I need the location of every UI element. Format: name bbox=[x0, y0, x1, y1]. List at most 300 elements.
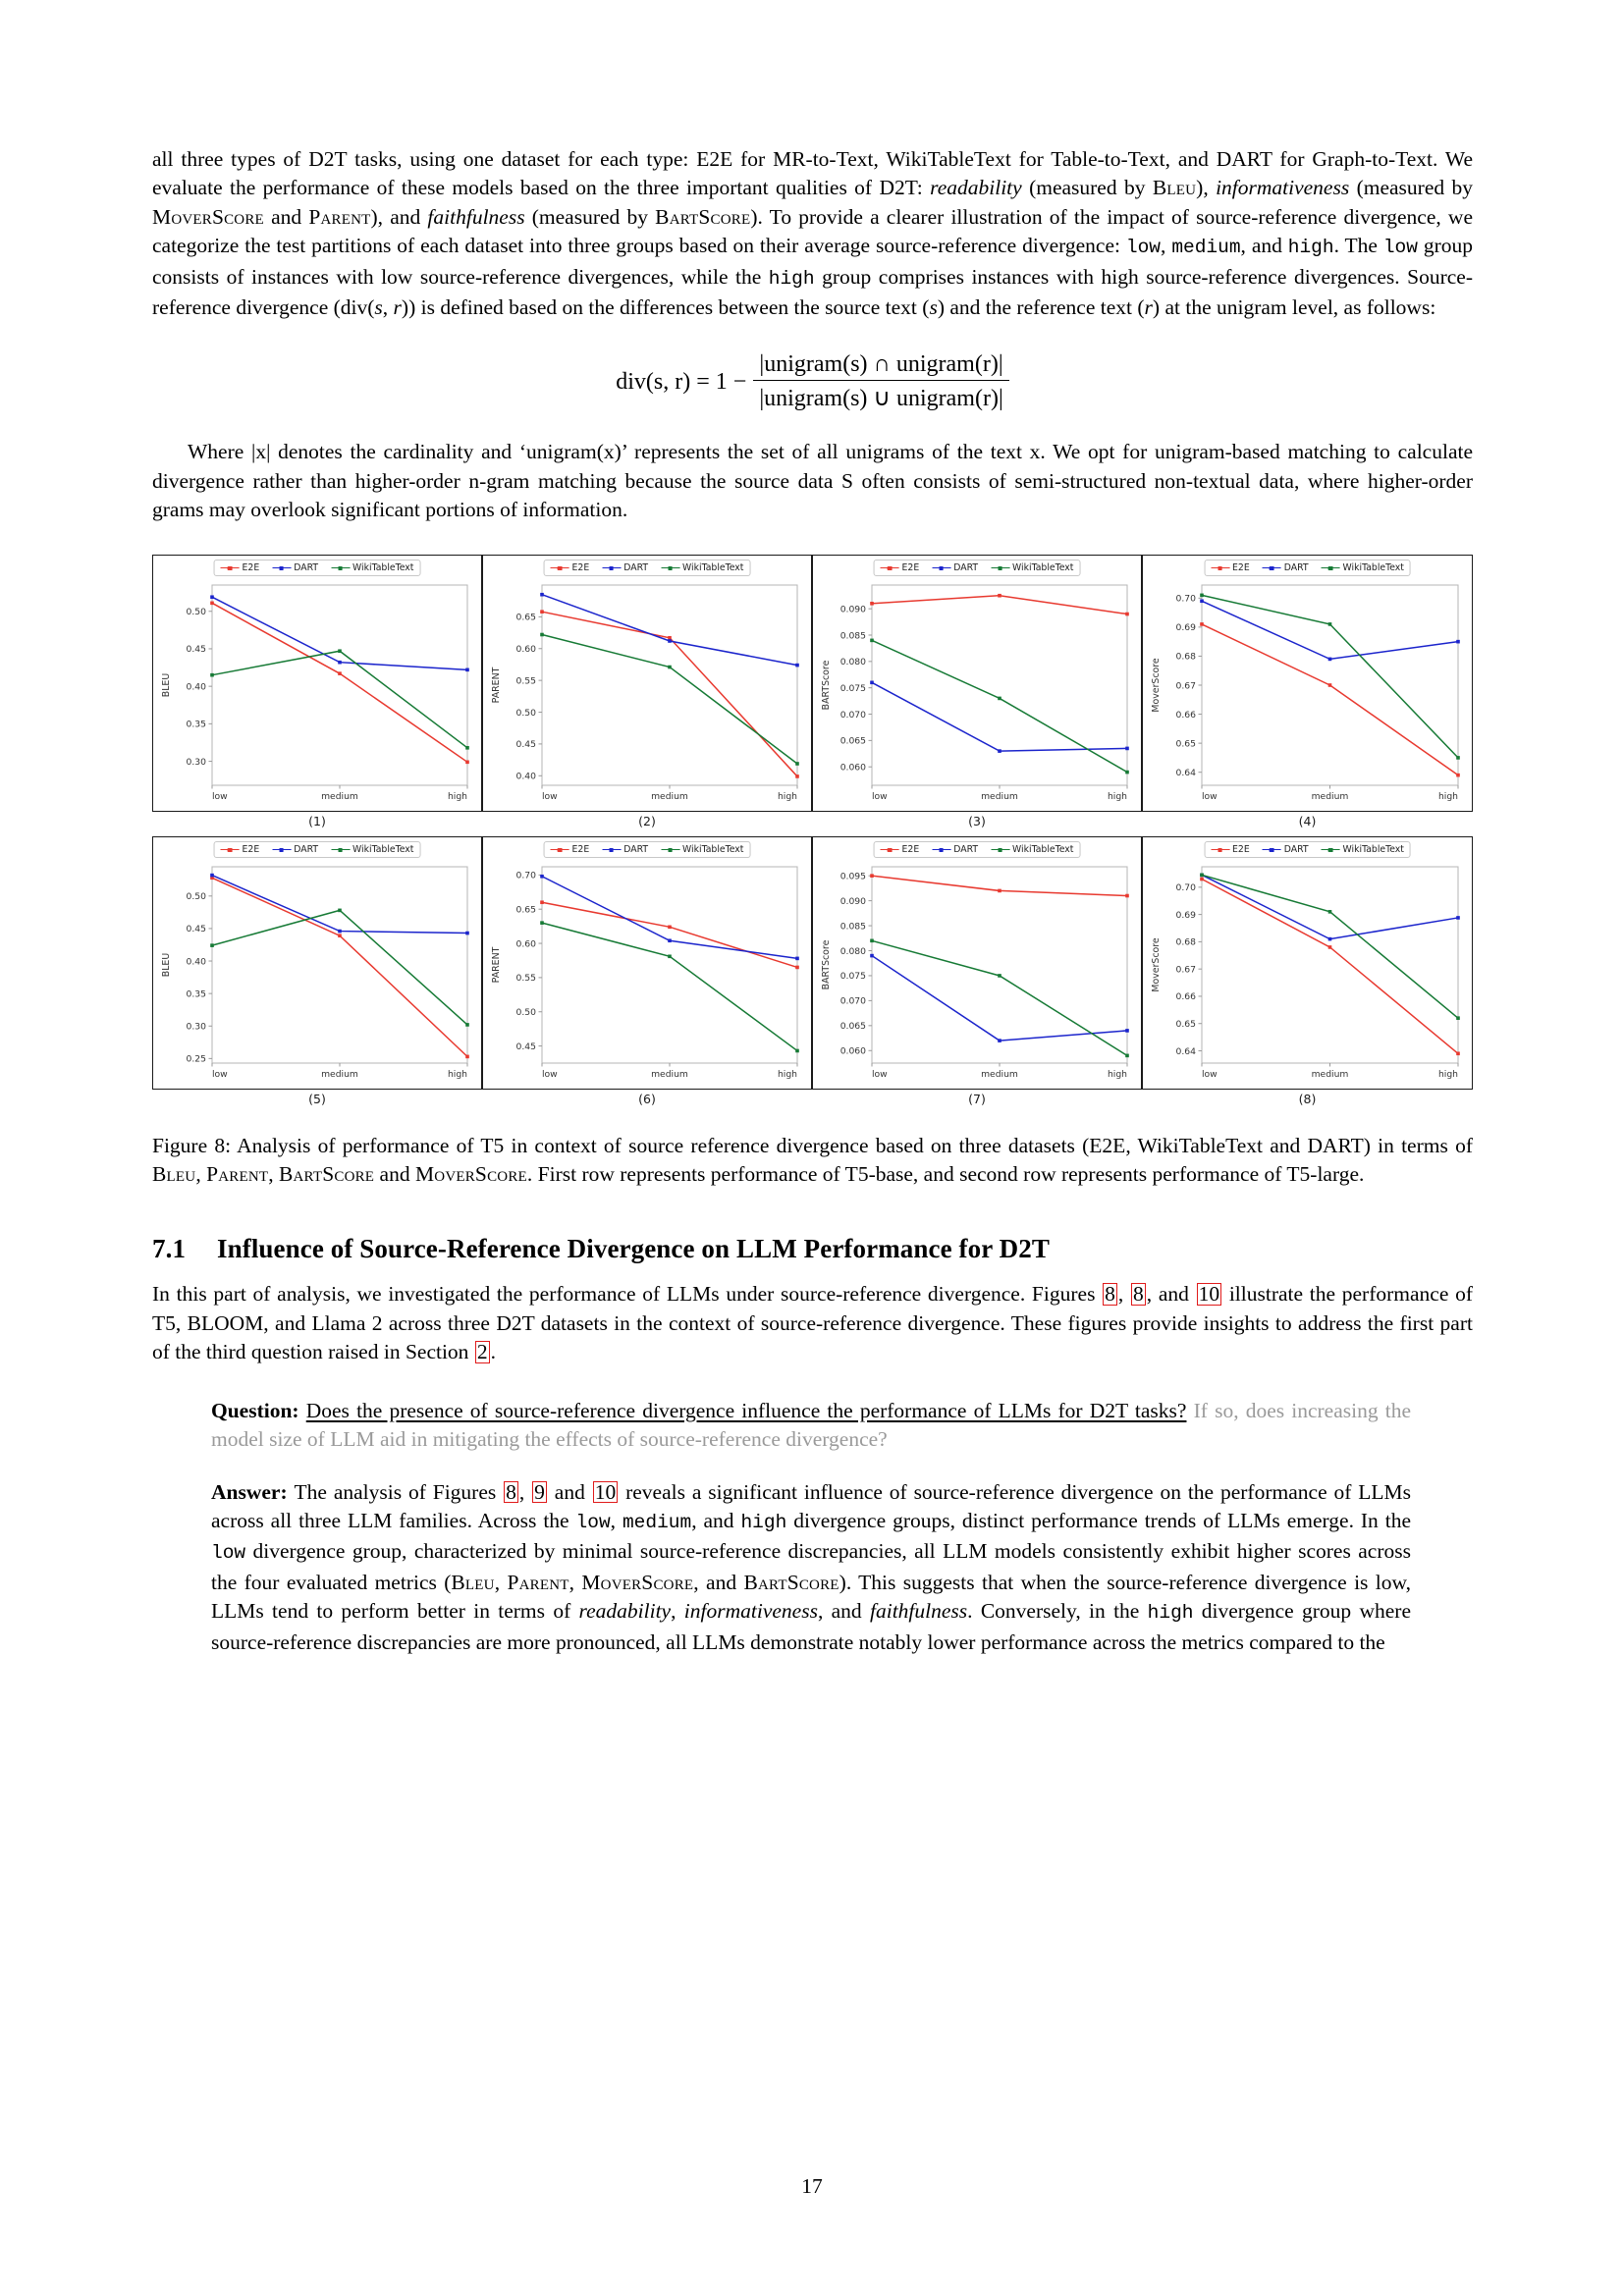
text-run: ). To provide a clearer illustration of the impact of source-reference divergence, we categorize the test partitions of each dataset into three groups based on their average source-reference divergence: bbox=[152, 204, 1474, 258]
code-term: medium bbox=[1171, 237, 1241, 259]
series-line-dart bbox=[872, 682, 1127, 751]
legend-label: WikiTableText bbox=[682, 843, 744, 855]
legend-label: E2E bbox=[901, 843, 920, 855]
math-var: s bbox=[374, 295, 383, 320]
legend-label: DART bbox=[294, 561, 319, 573]
plot-frame bbox=[542, 585, 797, 785]
text-run: and bbox=[547, 1479, 592, 1504]
chart-panel-2 bbox=[482, 555, 812, 812]
y-tick-label: 0.40 bbox=[515, 771, 536, 782]
data-point-marker bbox=[465, 931, 469, 934]
data-point-marker bbox=[210, 601, 214, 605]
legend-label: E2E bbox=[901, 561, 920, 573]
data-point-marker bbox=[870, 680, 874, 684]
math-var: s bbox=[929, 295, 938, 320]
legend-label: DART bbox=[294, 843, 319, 855]
question-text: Does the presence of source-reference divergence influence the performance of LLMs for D2T tasks? bbox=[305, 1398, 1187, 1422]
x-tick-label: high bbox=[1437, 1068, 1458, 1080]
data-point-marker bbox=[210, 673, 214, 677]
x-tick-label: low bbox=[1202, 790, 1218, 802]
legend-item-dart bbox=[602, 562, 648, 573]
figure-ref-link-8[interactable]: 8 bbox=[1133, 1282, 1144, 1307]
chart-legend bbox=[874, 841, 1081, 858]
text-run: divergence groups, distinct performance trends of LLMs emerge. In the bbox=[786, 1508, 1412, 1532]
x-tick-label: medium bbox=[1311, 1068, 1349, 1080]
series-line-wikitabletext bbox=[542, 634, 797, 763]
metric-name: Bleu bbox=[451, 1570, 495, 1594]
legend-swatch-icon bbox=[1322, 849, 1340, 850]
math-run: , bbox=[382, 295, 394, 320]
text-run: at the unigram level, as follows: bbox=[1160, 295, 1436, 320]
data-point-marker bbox=[465, 667, 469, 671]
x-tick-label: low bbox=[542, 790, 558, 802]
data-point-marker bbox=[1125, 770, 1129, 774]
data-point-marker bbox=[210, 873, 214, 877]
emphasis-term: Parent bbox=[308, 204, 371, 229]
math-run: ( bbox=[1137, 295, 1145, 320]
series-line-dart bbox=[872, 955, 1127, 1041]
legend-item-dart bbox=[1263, 562, 1309, 573]
figure-ref-link-10[interactable]: 10 bbox=[594, 1479, 617, 1504]
text-run: divergence group where source-reference discrepancies are more pronounced, all LLMs demonstrate notably lower performance across the metrics compared to the bbox=[211, 1599, 1412, 1654]
legend-swatch-icon bbox=[661, 849, 679, 850]
data-point-marker bbox=[1328, 910, 1332, 914]
text-run: . Conversely, in the bbox=[967, 1599, 1148, 1624]
data-point-marker bbox=[1200, 877, 1204, 881]
data-point-marker bbox=[1200, 873, 1204, 877]
section-intro-paragraph bbox=[152, 1280, 1473, 1366]
y-tick-label: 0.67 bbox=[1175, 679, 1196, 691]
math-run: div( bbox=[340, 295, 375, 320]
chart-legend bbox=[1204, 841, 1411, 858]
legend-item-dart bbox=[1263, 844, 1309, 855]
text-run: and bbox=[263, 204, 309, 229]
y-tick-label: 0.080 bbox=[839, 945, 866, 957]
data-point-marker bbox=[465, 760, 469, 764]
code-term: medium bbox=[622, 1511, 692, 1533]
x-tick-label: low bbox=[542, 1068, 558, 1080]
y-tick-label: 0.070 bbox=[839, 995, 866, 1007]
data-point-marker bbox=[1125, 746, 1129, 750]
section-number: 7.1 bbox=[152, 1234, 187, 1264]
text-run: group consists of instances with low source-reference divergences, while the bbox=[152, 234, 1474, 289]
question-label: Question: bbox=[211, 1398, 306, 1422]
data-point-marker bbox=[1328, 683, 1332, 687]
data-point-marker bbox=[1125, 1029, 1129, 1033]
chart-legend bbox=[544, 841, 751, 858]
legend-swatch-icon bbox=[331, 567, 350, 568]
series-line-wikitabletext bbox=[872, 940, 1127, 1055]
text-run: , and bbox=[1240, 234, 1288, 258]
y-tick-label: 0.50 bbox=[186, 606, 206, 617]
text-run: , and bbox=[1146, 1282, 1196, 1307]
answer-label: Answer: bbox=[211, 1479, 295, 1504]
data-point-marker bbox=[338, 671, 342, 675]
legend-swatch-icon bbox=[602, 849, 621, 850]
figure-caption bbox=[152, 1132, 1473, 1190]
legend-label: E2E bbox=[1232, 561, 1250, 573]
text-run: (measured by bbox=[1021, 176, 1153, 200]
y-tick-label: 0.25 bbox=[186, 1053, 206, 1065]
data-point-marker bbox=[465, 746, 469, 750]
data-point-marker bbox=[668, 665, 672, 668]
legend-label: DART bbox=[623, 561, 649, 573]
data-point-marker bbox=[668, 636, 672, 640]
y-tick-label: 0.085 bbox=[839, 921, 866, 933]
metric-name: MoverScore bbox=[581, 1570, 694, 1594]
text-run: , bbox=[494, 1570, 508, 1594]
data-point-marker bbox=[795, 774, 799, 778]
data-point-marker bbox=[668, 925, 672, 929]
y-axis-label: BLEU bbox=[161, 672, 172, 697]
data-point-marker bbox=[1328, 657, 1332, 661]
series-line-e2e bbox=[872, 595, 1127, 614]
legend-swatch-icon bbox=[551, 849, 569, 850]
x-tick-label: medium bbox=[321, 1068, 358, 1080]
legend-swatch-icon bbox=[932, 567, 950, 568]
y-tick-label: 0.060 bbox=[839, 762, 866, 774]
emphasis-term: faithfulness bbox=[870, 1599, 968, 1624]
legend-swatch-icon bbox=[221, 567, 240, 568]
y-axis-label: PARENT bbox=[491, 946, 502, 983]
legend-swatch-icon bbox=[551, 567, 569, 568]
chart-legend bbox=[214, 841, 421, 858]
chart-legend bbox=[874, 560, 1081, 576]
emphasis-term: informativeness bbox=[683, 1599, 818, 1624]
text-run: and bbox=[374, 1162, 415, 1187]
figure-row-top bbox=[152, 555, 1473, 812]
y-tick-label: 0.70 bbox=[1175, 593, 1196, 605]
legend-label: E2E bbox=[571, 843, 590, 855]
text-run: , bbox=[610, 1508, 623, 1532]
y-tick-label: 0.085 bbox=[839, 629, 866, 641]
data-point-marker bbox=[998, 749, 1001, 753]
data-point-marker bbox=[338, 649, 342, 653]
chart-panel-4 bbox=[1142, 555, 1473, 812]
figure-ref-link-9[interactable]: 9 bbox=[534, 1479, 545, 1504]
subcaption-1: (1) bbox=[308, 813, 326, 828]
text-run: , bbox=[195, 1162, 207, 1187]
data-point-marker bbox=[338, 934, 342, 937]
chart-svg bbox=[155, 839, 481, 1089]
legend-label: DART bbox=[623, 843, 649, 855]
x-tick-label: low bbox=[1202, 1068, 1218, 1080]
text-run: , bbox=[671, 1599, 684, 1624]
legend-swatch-icon bbox=[272, 567, 291, 568]
figure-subcaptions-bottom bbox=[152, 1092, 1473, 1106]
y-tick-label: 0.45 bbox=[515, 1041, 536, 1052]
x-tick-label: medium bbox=[651, 1068, 688, 1080]
figure-ref-link-10[interactable]: 10 bbox=[1198, 1282, 1220, 1307]
legend-label: E2E bbox=[242, 561, 260, 573]
chart-panel-1 bbox=[152, 555, 482, 812]
text-run: , bbox=[568, 1570, 582, 1594]
series-line-dart bbox=[1202, 875, 1458, 938]
legend-label: WikiTableText bbox=[1012, 843, 1074, 855]
y-tick-label: 0.50 bbox=[515, 1006, 536, 1018]
legend-label: DART bbox=[1283, 843, 1309, 855]
y-axis-label: BLEU bbox=[161, 952, 172, 977]
text-run: and the reference text bbox=[944, 295, 1138, 320]
y-tick-label: 0.35 bbox=[186, 719, 206, 730]
emphasis-term: MoverScore bbox=[152, 204, 264, 229]
y-tick-label: 0.67 bbox=[1175, 964, 1196, 976]
math-run: ) bbox=[937, 295, 945, 320]
legend-swatch-icon bbox=[1263, 567, 1281, 568]
legend-item-dart bbox=[602, 844, 648, 855]
y-tick-label: 0.30 bbox=[186, 756, 206, 768]
y-tick-label: 0.30 bbox=[186, 1021, 206, 1033]
x-tick-label: high bbox=[1107, 790, 1127, 802]
data-point-marker bbox=[1328, 936, 1332, 940]
math-var: r bbox=[393, 295, 402, 320]
legend-swatch-icon bbox=[1322, 567, 1340, 568]
metric-name: MoverScore bbox=[414, 1162, 527, 1187]
code-term: high bbox=[768, 267, 815, 290]
metric-name: Parent bbox=[507, 1570, 569, 1594]
x-tick-label: low bbox=[872, 790, 888, 802]
text-run: ), bbox=[1196, 176, 1217, 200]
metric-name: BartScore bbox=[278, 1162, 375, 1187]
metric-name: Bleu bbox=[152, 1162, 196, 1187]
series-line-e2e bbox=[872, 876, 1127, 895]
emphasis-term: informativeness bbox=[1216, 176, 1350, 200]
chart-svg bbox=[155, 558, 481, 811]
series-line-dart bbox=[542, 594, 797, 665]
legend-item-wikitabletext bbox=[661, 562, 743, 573]
legend-item-e2e bbox=[551, 844, 590, 855]
x-tick-label: medium bbox=[1311, 790, 1349, 802]
data-point-marker bbox=[540, 593, 544, 597]
y-tick-label: 0.65 bbox=[515, 904, 536, 916]
data-point-marker bbox=[1200, 599, 1204, 603]
legend-swatch-icon bbox=[1211, 849, 1229, 850]
legend-label: DART bbox=[953, 561, 979, 573]
figure-ref-link-8[interactable]: 8 bbox=[506, 1479, 516, 1504]
y-tick-label: 0.075 bbox=[839, 682, 866, 694]
data-point-marker bbox=[1328, 945, 1332, 949]
legend-item-dart bbox=[932, 562, 978, 573]
figure-ref-link-8[interactable]: 8 bbox=[1105, 1282, 1115, 1307]
legend-item-wikitabletext bbox=[331, 844, 413, 855]
data-point-marker bbox=[1456, 1051, 1460, 1055]
legend-item-e2e bbox=[551, 562, 590, 573]
y-tick-label: 0.55 bbox=[515, 675, 536, 687]
y-tick-label: 0.69 bbox=[1175, 621, 1196, 633]
math-run: ) bbox=[1152, 295, 1161, 320]
text-run: , bbox=[268, 1162, 279, 1187]
x-tick-label: medium bbox=[981, 790, 1018, 802]
series-line-e2e bbox=[212, 603, 467, 762]
data-point-marker bbox=[1200, 593, 1204, 597]
chart-legend bbox=[214, 560, 421, 576]
plot-frame bbox=[872, 585, 1127, 785]
text-run: reveals a significant influence of source-reference divergence on the performance of LLMs across all three LLM families. Across the bbox=[211, 1479, 1412, 1532]
math-var: r bbox=[1144, 295, 1153, 320]
data-point-marker bbox=[540, 610, 544, 614]
chart-legend bbox=[1204, 560, 1411, 576]
subcaption-3: (3) bbox=[968, 813, 986, 828]
data-point-marker bbox=[465, 1054, 469, 1058]
data-point-marker bbox=[540, 900, 544, 904]
chart-svg bbox=[815, 558, 1141, 811]
data-point-marker bbox=[1125, 1053, 1129, 1057]
data-point-marker bbox=[540, 632, 544, 636]
y-axis-label: BARTScore bbox=[821, 939, 832, 989]
legend-swatch-icon bbox=[1263, 849, 1281, 850]
math-run: ) bbox=[401, 295, 409, 320]
section-title: Influence of Source-Reference Divergence on LLM Performance for D2T bbox=[217, 1234, 1050, 1264]
y-tick-label: 0.40 bbox=[186, 681, 206, 693]
legend-item-wikitabletext bbox=[991, 562, 1073, 573]
text-run: , bbox=[1117, 1282, 1130, 1307]
paragraph-intro bbox=[152, 145, 1473, 322]
x-tick-label: high bbox=[777, 790, 797, 802]
text-run: , and bbox=[691, 1508, 741, 1532]
legend-item-dart bbox=[272, 562, 318, 573]
series-line-e2e bbox=[212, 878, 467, 1056]
y-axis-label: BARTScore bbox=[821, 660, 832, 710]
data-point-marker bbox=[1456, 640, 1460, 644]
y-tick-label: 0.60 bbox=[515, 938, 536, 950]
legend-swatch-icon bbox=[1211, 567, 1229, 568]
text-run: In this part of analysis, we investigated the performance of LLMs under source-reference divergence. Figures bbox=[152, 1282, 1103, 1307]
paragraph-unigram: Where |x| denotes the cardinality and ‘unigram(x)’ represents the set of all unigrams of the text x. We opt for unigram-based matching to calculate divergence rather than higher-order n-gram matching because the source data S often consists of semi-structured non-textual data, where higher-order grams may overlook significant portions of information. bbox=[152, 440, 1473, 522]
figure-row-bottom bbox=[152, 836, 1473, 1090]
data-point-marker bbox=[668, 639, 672, 643]
data-point-marker bbox=[540, 921, 544, 925]
data-point-marker bbox=[795, 762, 799, 766]
legend-item-dart bbox=[272, 844, 318, 855]
chart-svg bbox=[1145, 839, 1472, 1089]
data-point-marker bbox=[1328, 622, 1332, 626]
legend-item-wikitabletext bbox=[331, 562, 413, 573]
data-point-marker bbox=[1125, 893, 1129, 897]
chart-panel-3 bbox=[812, 555, 1142, 812]
page-number: 17 bbox=[801, 2174, 823, 2198]
legend-label: DART bbox=[953, 843, 979, 855]
chart-panel-8 bbox=[1142, 836, 1473, 1090]
emphasis-term: Bleu bbox=[1152, 176, 1197, 200]
y-tick-label: 0.060 bbox=[839, 1045, 866, 1057]
text-run: ). This suggests that when the source-reference divergence is low, LLMs tend to perform better in terms of bbox=[211, 1570, 1412, 1624]
text-run: , and bbox=[693, 1570, 744, 1594]
x-tick-label: high bbox=[1107, 1068, 1127, 1080]
text-run: . The bbox=[1333, 234, 1383, 258]
y-tick-label: 0.075 bbox=[839, 970, 866, 982]
x-tick-label: low bbox=[212, 790, 228, 802]
legend-swatch-icon bbox=[991, 849, 1009, 850]
data-point-marker bbox=[540, 875, 544, 879]
y-tick-label: 0.65 bbox=[515, 612, 536, 623]
x-tick-label: low bbox=[212, 1068, 228, 1080]
legend-item-e2e bbox=[221, 844, 260, 855]
data-point-marker bbox=[870, 874, 874, 878]
chart-svg bbox=[485, 558, 811, 811]
data-point-marker bbox=[870, 638, 874, 642]
data-point-marker bbox=[998, 888, 1001, 892]
legend-swatch-icon bbox=[661, 567, 679, 568]
y-tick-label: 0.69 bbox=[1175, 909, 1196, 921]
figure-ref-link-2[interactable]: 2 bbox=[476, 1340, 488, 1364]
y-tick-label: 0.64 bbox=[1175, 1045, 1196, 1057]
x-tick-label: medium bbox=[321, 790, 358, 802]
x-tick-label: high bbox=[1437, 790, 1458, 802]
y-axis-label: MoverScore bbox=[1151, 658, 1162, 713]
y-axis-label: MoverScore bbox=[1151, 937, 1162, 992]
series-line-dart bbox=[212, 875, 467, 933]
plot-frame bbox=[1202, 867, 1458, 1063]
data-point-marker bbox=[1456, 1016, 1460, 1020]
answer-paragraph bbox=[211, 1478, 1411, 1657]
y-tick-label: 0.65 bbox=[1175, 1018, 1196, 1030]
text-run: ), and bbox=[370, 204, 428, 229]
y-tick-label: 0.65 bbox=[1175, 738, 1196, 750]
chart-panel-5 bbox=[152, 836, 482, 1090]
legend-item-wikitabletext bbox=[991, 844, 1073, 855]
code-term: high bbox=[1287, 237, 1334, 259]
question-followup-text: If so, does increasing the model size of LLM aid in mitigating the effects of source-reference divergence? bbox=[211, 1398, 1412, 1452]
y-tick-label: 0.70 bbox=[1175, 881, 1196, 893]
legend-item-e2e bbox=[221, 562, 260, 573]
x-tick-label: high bbox=[447, 1068, 467, 1080]
metric-name: BartScore bbox=[743, 1570, 839, 1594]
legend-label: WikiTableText bbox=[1342, 843, 1404, 855]
series-line-wikitabletext bbox=[212, 651, 467, 748]
data-point-marker bbox=[870, 602, 874, 606]
y-tick-label: 0.35 bbox=[186, 988, 206, 1000]
emphasis-term: readability bbox=[578, 1599, 672, 1624]
legend-swatch-icon bbox=[932, 849, 950, 850]
legend-swatch-icon bbox=[602, 567, 621, 568]
legend-label: E2E bbox=[242, 843, 260, 855]
legend-swatch-icon bbox=[331, 849, 350, 850]
y-tick-label: 0.080 bbox=[839, 656, 866, 667]
plot-frame bbox=[212, 867, 467, 1063]
data-point-marker bbox=[338, 908, 342, 912]
text-run: ) is defined based on the differences between the source text bbox=[408, 295, 923, 320]
emphasis-term: BartScore bbox=[655, 204, 751, 229]
question-answer-block bbox=[211, 1397, 1411, 1657]
series-line-dart bbox=[212, 597, 467, 669]
code-term: high bbox=[740, 1511, 787, 1533]
legend-swatch-icon bbox=[221, 849, 240, 850]
legend-label: DART bbox=[1283, 561, 1309, 573]
y-tick-label: 0.40 bbox=[186, 955, 206, 967]
subcaption-4: (4) bbox=[1298, 813, 1317, 828]
text-run bbox=[1186, 1399, 1193, 1422]
y-tick-label: 0.64 bbox=[1175, 767, 1196, 778]
y-tick-label: 0.065 bbox=[839, 1020, 866, 1032]
data-point-marker bbox=[338, 661, 342, 665]
subcaption-8: (8) bbox=[1298, 1091, 1317, 1106]
data-point-marker bbox=[668, 938, 672, 942]
x-tick-label: low bbox=[872, 1068, 888, 1080]
y-tick-label: 0.45 bbox=[186, 923, 206, 934]
question-paragraph bbox=[211, 1397, 1411, 1455]
subcaption-7: (7) bbox=[968, 1091, 986, 1106]
code-term: high bbox=[1147, 1602, 1194, 1625]
subcaption-6: (6) bbox=[638, 1091, 656, 1106]
series-line-dart bbox=[1202, 601, 1458, 659]
data-point-marker bbox=[998, 594, 1001, 598]
chart-legend bbox=[544, 560, 751, 576]
legend-item-wikitabletext bbox=[661, 844, 743, 855]
legend-item-e2e bbox=[1211, 562, 1250, 573]
emphasis-term: faithfulness bbox=[427, 204, 525, 229]
y-tick-label: 0.68 bbox=[1175, 936, 1196, 948]
code-term: low bbox=[575, 1511, 611, 1533]
